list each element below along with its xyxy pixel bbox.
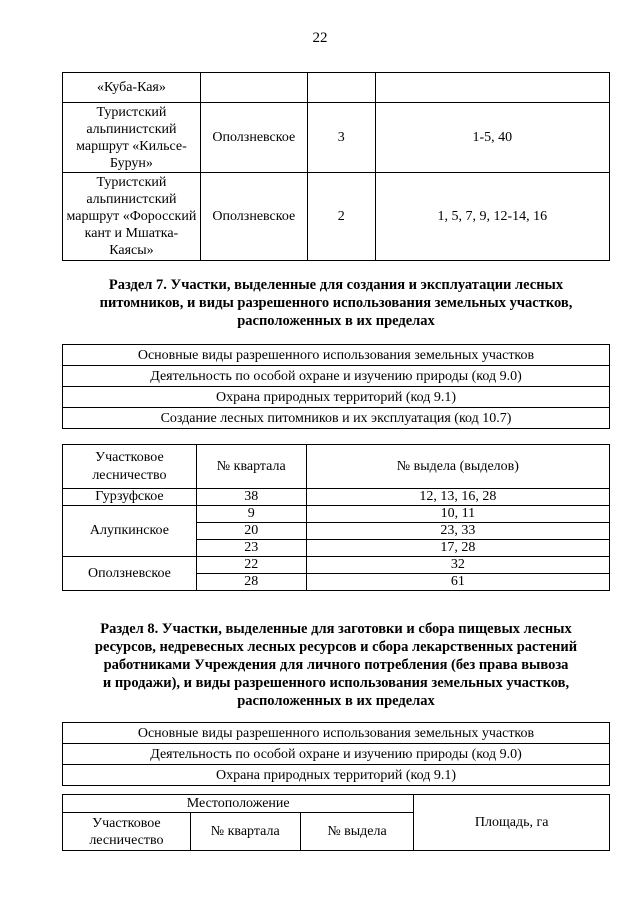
header-quarter: № квартала <box>196 445 306 489</box>
plots-cell: 32 <box>306 557 609 574</box>
table-row <box>63 744 610 765</box>
quarter-cell: 28 <box>196 574 306 591</box>
quarter-cell: 3 <box>307 103 375 173</box>
plots-cell: 1, 5, 7, 9, 12-14, 16 <box>375 173 609 261</box>
heading-line: расположенных в их пределах <box>237 693 435 709</box>
section7-heading <box>62 276 610 330</box>
section8-uses-table <box>62 722 610 786</box>
section7-quarters-table <box>62 444 610 591</box>
table-row <box>63 557 610 574</box>
table-header-row <box>63 795 610 813</box>
quarter-cell: 9 <box>196 506 306 523</box>
uses-cell: Деятельность по особой охране и изучению природы (код 9.0) <box>63 744 610 765</box>
table-row <box>63 408 610 429</box>
plots-cell: 1-5, 40 <box>375 103 609 173</box>
table-row <box>63 73 610 103</box>
route-name-cell: «Куба-Кая» <box>63 73 201 103</box>
quarter-cell: 38 <box>196 489 306 506</box>
plots-cell <box>375 73 609 103</box>
uses-header-cell: Основные виды разрешенного использования земельных участков <box>63 723 610 744</box>
plots-cell: 23, 33 <box>306 523 609 540</box>
quarter-cell: 23 <box>196 540 306 557</box>
quarter-cell: 20 <box>196 523 306 540</box>
forestry-cell: Оползневское <box>63 557 197 591</box>
header-plots: № выдела (выделов) <box>306 445 609 489</box>
forestry-cell: Оползневское <box>200 103 307 173</box>
table-row <box>63 387 610 408</box>
plots-cell: 17, 28 <box>306 540 609 557</box>
uses-cell: Деятельность по особой охране и изучению природы (код 9.0) <box>63 366 610 387</box>
header-forestry: Участковое лесничество <box>63 445 197 489</box>
uses-cell: Охрана природных территорий (код 9.1) <box>63 765 610 786</box>
table-row <box>63 173 610 261</box>
page-number: 22 <box>312 30 328 46</box>
quarter-cell <box>307 73 375 103</box>
heading-line: ресурсов, недревесных лесных ресурсов и сбора лекарственных растений <box>94 639 578 655</box>
section8-heading <box>62 620 610 710</box>
section7-uses-table <box>62 344 610 429</box>
header-quarter: № квартала <box>190 813 300 851</box>
heading-line: Раздел 7. Участки, выделенные для создания и эксплуатации лесных <box>108 277 564 293</box>
table-row <box>63 103 610 173</box>
forestry-cell: Гурзуфское <box>63 489 197 506</box>
section8-location-table <box>62 794 610 851</box>
forestry-cell: Алупкинское <box>63 506 197 557</box>
uses-header-cell: Основные виды разрешенного использования земельных участков <box>63 345 610 366</box>
header-plot: № выдела <box>300 813 414 851</box>
plots-cell: 61 <box>306 574 609 591</box>
table-row <box>63 366 610 387</box>
table-row <box>63 723 610 744</box>
route-name-cell: Туристский альпинистский маршрут «Форосский кант и Мшатка-Каясы» <box>63 173 201 261</box>
heading-line: и продажи), и виды разрешенного использования земельных участков, <box>102 675 570 691</box>
quarter-cell: 2 <box>307 173 375 261</box>
forestry-cell <box>200 73 307 103</box>
heading-line: работниками Учреждения для личного потребления (без права вывоза <box>103 657 569 673</box>
heading-line: питомников, и виды разрешенного использования земельных участков, <box>99 295 573 311</box>
plots-cell: 12, 13, 16, 28 <box>306 489 609 506</box>
table-row <box>63 765 610 786</box>
quarter-cell: 22 <box>196 557 306 574</box>
table-row <box>63 506 610 523</box>
header-area: Площадь, га <box>414 795 610 851</box>
uses-cell: Охрана природных территорий (код 9.1) <box>63 387 610 408</box>
header-location: Местоположение <box>63 795 414 813</box>
header-forestry: Участковое лесничество <box>63 813 191 851</box>
table-row <box>63 489 610 506</box>
route-table <box>62 72 610 261</box>
uses-cell: Создание лесных питомников и их эксплуатация (код 10.7) <box>63 408 610 429</box>
forestry-cell: Оползневское <box>200 173 307 261</box>
plots-cell: 10, 11 <box>306 506 609 523</box>
route-name-cell: Туристский альпинистский маршрут «Кильсе-Бурун» <box>63 103 201 173</box>
table-row <box>63 345 610 366</box>
table-header-row <box>63 445 610 489</box>
heading-line: расположенных в их пределах <box>237 313 435 329</box>
heading-line: Раздел 8. Участки, выделенные для заготовки и сбора пищевых лесных <box>100 621 572 637</box>
